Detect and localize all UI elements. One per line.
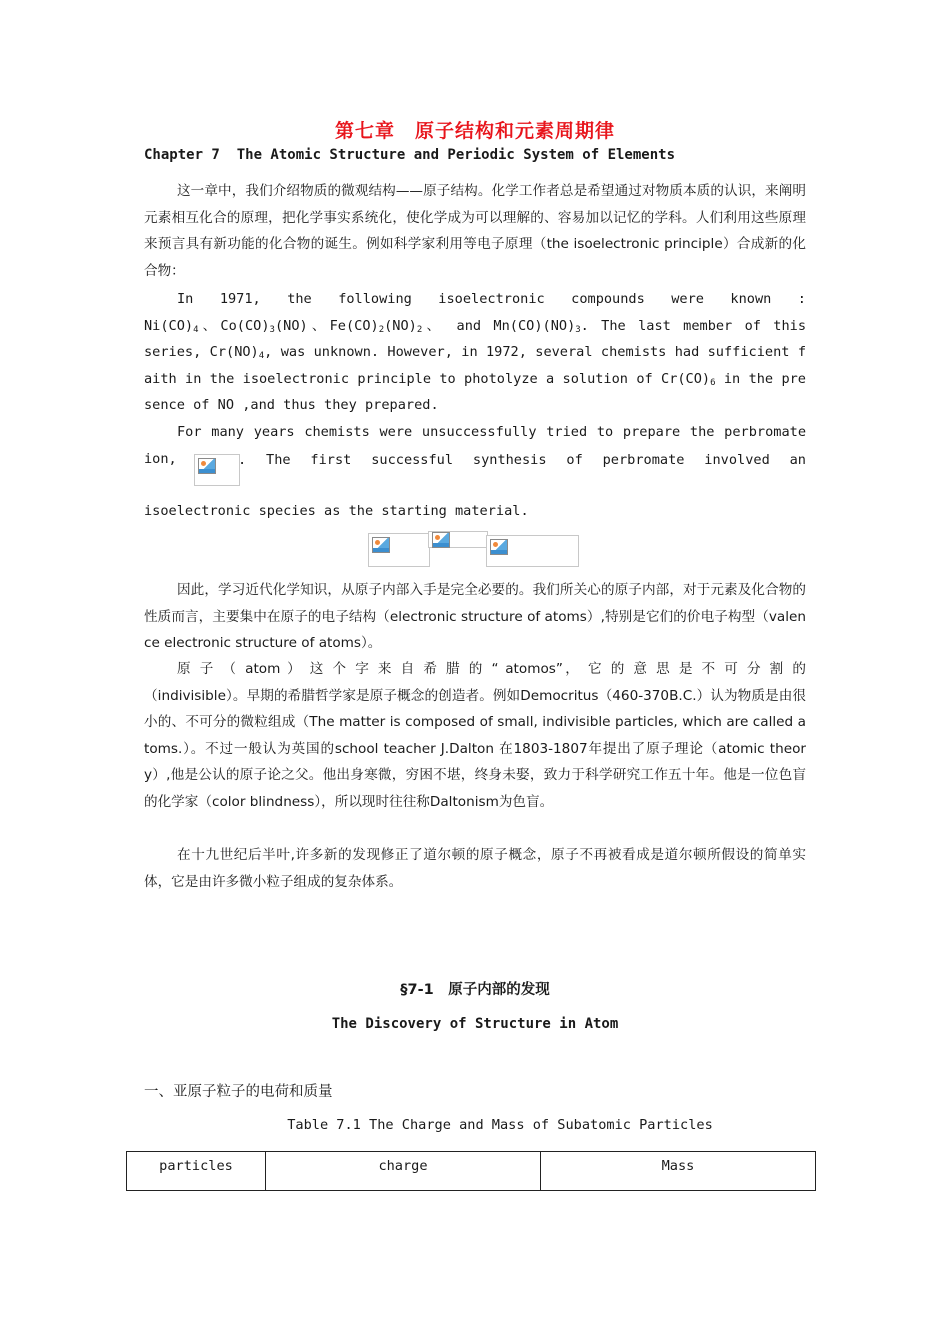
table-header-mass: Mass [541, 1152, 816, 1191]
structure-paragraph: 因此，学习近代化学知识，从原子内部入手是完全必要的。我们所关心的原子内部，对于元素及化合物的性质而言，主要集中在原子的电子结构（electronic structure of atoms）,特别是它们的价电子构型（valence electronic structure of atoms）。 [144, 582, 806, 651]
equation-image-right [486, 535, 579, 567]
section-title-cn: §7-1 原子内部的发现 [400, 982, 550, 998]
atom-line1: 原 子 （ atom ） 这 个 字 来 自 希 腊 的 “ atomos”， 它 的 意 思 是 不 可 分 割 的 [177, 661, 806, 677]
isoelectronic-line1: In 1971, the following isoelectronic compounds were known : [177, 291, 806, 307]
atom-rest: （indivisible）。早期的希腊哲学家是原子概念的创造者。例如Democritus（460-370B.C.）认为物质是由很小的、不可分的微粒组成（The matter is composed of small, indivisible particles, which are called atoms.）。不过一般认为英国的school teacher J.Dalton 在1803-1807年提出了原子理论（atomic theory）,他是公认的原子论之父。他出身寒微，穷困不堪，终身未娶，致力于科学研究工作五十年。他是一位色盲的化学家（color blindness），所以现时往往称Daltonism为色盲。 [144, 687, 806, 810]
chapter-title-cn: 第七章 原子结构和元素周期律 [334, 120, 615, 142]
nineteenth-century-paragraph: 在十九世纪后半叶,许多新的发现修正了道尔顿的原子概念，原子不再被看成是道尔顿所假设的简单实体，它是由许多微小粒子组成的复杂体系。 [144, 847, 806, 890]
table-header-particles: particles [127, 1152, 266, 1191]
perbromate-paragraph-start: For many years chemists were unsuccessfully tried to prepare the perbromate ion, [144, 424, 806, 467]
broken-image-icon [490, 539, 508, 555]
subheading: 一、亚原子粒子的电荷和质量 [144, 1084, 333, 1100]
broken-image-icon [432, 532, 450, 548]
perbromate-paragraph-end: isoelectronic species as the starting material. [144, 503, 529, 519]
compound-ni: Ni(CO) [144, 317, 194, 334]
isoelectronic-line2: $Ni(CO)_4$、$Co(CO)_3(NO)$、$Fe(CO)_2(NO)_2$、 and $Mn(CO)(NO)_3$. The last member of this [144, 317, 807, 335]
perbromate-ion-image [194, 454, 240, 486]
atom-paragraph [144, 656, 806, 815]
isoelectronic-paragraph [144, 286, 806, 419]
compound-fe: Fe(CO) [329, 317, 379, 334]
equation-image-middle [428, 529, 488, 548]
perbromate-paragraph-middle: . The first successful synthesis of perbromate involved an [238, 452, 806, 468]
broken-image-icon [372, 537, 390, 553]
table-header-row [127, 1152, 816, 1191]
chapter-title-en: Chapter 7 The Atomic Structure and Periodic System of Elements [144, 147, 676, 163]
isoelectronic-rest: series, $Cr(NO)_4$, was unknown. However, in 1972, several chemists had sufficient faith in the isoelectronic principle to photolyze a solution of $Cr(CO)_6$ in the presence of NO ,and thus they prepared. [144, 344, 807, 413]
compound-mn: Mn(CO)(NO) [493, 317, 576, 334]
intro-paragraph [144, 178, 806, 284]
table-caption: Table 7.1 The Charge and Mass of Subatomic Particles [287, 1117, 713, 1133]
compound-co: Co(CO) [220, 317, 270, 334]
equation-image-left [368, 533, 430, 567]
intro-text: 这一章中，我们介绍物质的微观结构——原子结构。化学工作者总是希望通过对物质本质的认识，来阐明元素相互化合的原理，把化学事实系统化，使化学成为可以理解的、容易加以记忆的学科。人们利用这些原理来预言具有新功能的化合物的诞生。例如科学家利用等电子原理（the isoelectronic principle）合成新的化合物： [144, 183, 806, 279]
broken-image-icon [198, 458, 216, 474]
table-header-charge: charge [266, 1152, 541, 1191]
table-subatomic-particles [126, 1151, 816, 1191]
section-title-en: The Discovery of Structure in Atom [331, 1016, 619, 1032]
